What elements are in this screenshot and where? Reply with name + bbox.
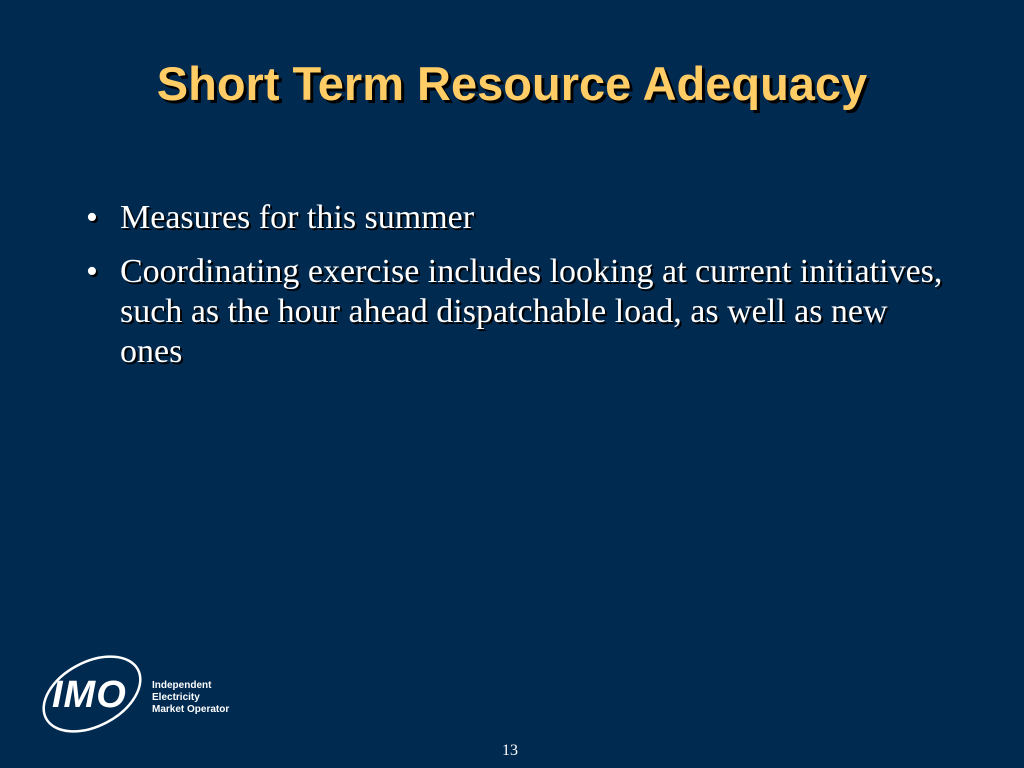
bullet-text: Measures for this summer bbox=[120, 199, 475, 236]
bullet-item bbox=[84, 198, 944, 238]
logo-letters: IMO bbox=[52, 674, 127, 716]
bullet-text: Coordinating exercise includes looking at current initiatives, such as the hour ahead dispatchable load, as well as new ones bbox=[120, 253, 943, 370]
bullet-item bbox=[84, 252, 944, 372]
logo-line-2: Electricity bbox=[152, 692, 200, 703]
imo-logo bbox=[34, 652, 254, 736]
logo-line-1: Independent bbox=[152, 680, 212, 691]
bullet-list bbox=[84, 198, 944, 386]
logo-text bbox=[152, 680, 229, 716]
page-number: 13 bbox=[502, 742, 518, 759]
bullet-dot-icon: • bbox=[86, 253, 98, 290]
slide-title: Short Term Resource Adequacy bbox=[156, 57, 868, 110]
bullet-dot-icon: • bbox=[86, 199, 98, 236]
logo-line-3: Market Operator bbox=[152, 704, 230, 715]
